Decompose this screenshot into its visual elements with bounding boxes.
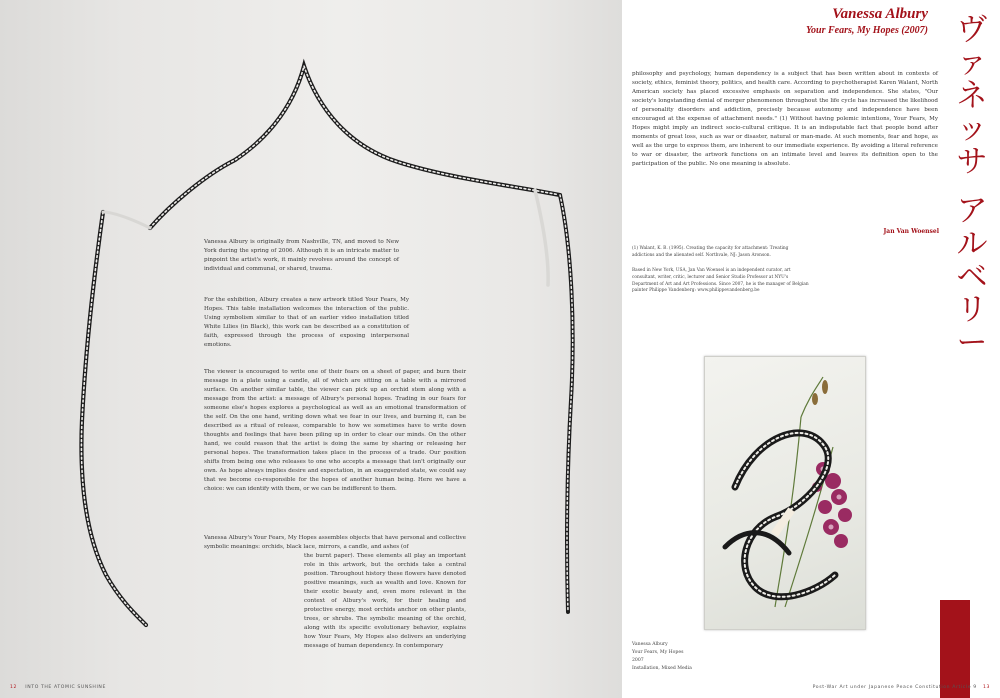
right-page-number: 13 — [982, 685, 990, 690]
artist-name-heading: Vanessa Albury — [832, 6, 928, 22]
artwork-photo — [704, 356, 866, 630]
exhibition-paragraph: For the exhibition, Albury creates a new artwork titled Your Fears, My Hopes. This table installation welcomes the interaction of the public. Using symbolism similar to that of an earlier video installation titled White Lilies (in Black), this work can be described as a constitution of faith, expressed through the process of exposing interpersonal emotions. — [204, 297, 409, 348]
caption-year: 2007 — [632, 658, 644, 663]
essay-continued: philosophy and psychology, human dependency is a subject that has been written about in contexts of society, ethics, feminist theory, politics, and health care. According to psychotherapist Karen Walant, North American society has placed excessive emphasis on separation and independence. She states, "Our society's longstanding denial of merger phenomenon throughout the life cycle has increased the likelihood of personality disorders and addiction, precisely because autonomy and independence have been encouraged at the expense of attachment needs." (1) Without having polemic intentions, Your Fears, My Hopes might imply an indirect socio-cultural critique. It is an indisputable fact that people bond after moments of great loss, such as war or disaster, natural or man-made. At such moments, fear and hope, as well as the urge to express them, are inherent to our immediate experience. By avoiding a literal reference to war or disaster, the artwork functions on an intimate level and leaves its definition open to the participation of the public. No one meaning is absolute. — [632, 71, 938, 167]
jp-char: ネ — [956, 78, 988, 114]
left-folio — [10, 685, 106, 690]
jp-char: ヴ — [956, 12, 988, 48]
right-page — [622, 0, 1000, 698]
jp-char: ァ — [956, 45, 988, 81]
orchid-installation-image — [705, 357, 865, 629]
jp-char: リ — [956, 292, 988, 328]
right-folio — [813, 685, 990, 690]
viewer-paragraph: The viewer is encouraged to write one of their fears on a sheet of paper, and burn their message in a plate using a candle, all of which are sitting on a table with a mirrored surface. On another similar table, the viewer can pick up an orchid stem along with a message from the artist: a message of Albury's personal hopes. Trading in our fears for someone else's hopes explores a psychological as well as an emotional transformation of the self. On the one hand, writing down what we fear in our lives, and burning it, can be described as a ritual of release, comparable to how we sometimes have to write down thoughts and feelings that have been piling up in order to clear our minds. On the other hand, we could reason that the artist is doing the same by sharing or releasing her personal hopes. The transformation takes place in the process of a trade. Our position shifts from being one who releases to one who accepts a message that isn't originally our own. As hope always implies desire and expectation, in an exaggerated state, we could say that we become co-responsible for the hopes of another human being. Here we have a choice: we can identify with them, or we can be indifferent to them. — [204, 369, 466, 492]
author-bio: Based in New York, USA, Jan Van Woensel is an independent curator, art consultant, writer, critic, lecturer and Senior Studio Professor at NYU's Department of Art and Art Professions. Since 2007, he is the manager of Belgian painter Philippe Vandenberg: www.philippevandenberg.be — [632, 268, 809, 294]
japanese-artist-name — [954, 14, 990, 360]
objects-paragraph-start: Vanessa Albury's Your Fears, My Hopes assembles objects that have personal and collective symbolic meanings: orchids, black lace, mirrors, a candle, and ashes (of — [204, 535, 466, 550]
caption-title: Your Fears, My Hopes — [632, 650, 684, 655]
author-byline: Jan Van Woensel — [883, 228, 939, 235]
jp-char: サ — [956, 144, 988, 180]
footnote: (1) Walant, K. B. (1995). Creating the capacity for attachment: Treating addictions and the alienated self. Northvale, NJ: Jason Aronson. — [632, 246, 789, 258]
work-title-heading: Your Fears, My Hopes (2007) — [806, 25, 928, 36]
caption-medium: Installation, Mixed Media — [632, 666, 692, 671]
red-accent-bar — [940, 600, 970, 698]
jp-char: ア — [956, 193, 988, 229]
jp-char: ル — [956, 226, 988, 262]
jp-char: ッ — [956, 111, 988, 147]
left-running-title: INTO THE ATOMIC SUNSHINE — [25, 685, 106, 690]
left-page-number: 12 — [10, 685, 18, 690]
caption-artist: Vanessa Albury — [632, 642, 668, 647]
jp-char: ベ — [956, 259, 988, 295]
objects-paragraph-continued: the burnt paper). These elements all play an important role in this artwork, but the orchids take a central position. Throughout history these flowers have denoted positive meanings, such as wealth and love. Known for their exotic beauty and, even more relevant in the context of Albury's work, for their healing and protective energy, most orchids anchor on other plants, trees, or shrubs. The symbolic meaning of the orchid, along with its specific evolutionary behavior, explains how Your Fears, My Hopes also delivers an underlying message of human dependency. In contemporary — [304, 553, 466, 649]
intro-paragraph: Vanessa Albury is originally from Nashville, TN, and moved to New York during the spring of 2006. Although it is an intricate matter to pinpoint the artist's work, it mainly revolves around the concept of individual and communal, or shared, trauma. — [204, 239, 399, 272]
jp-char: ー — [956, 325, 988, 361]
right-running-title: Post-War Art under Japanese Peace Constitution Article 9 — [812, 685, 977, 690]
